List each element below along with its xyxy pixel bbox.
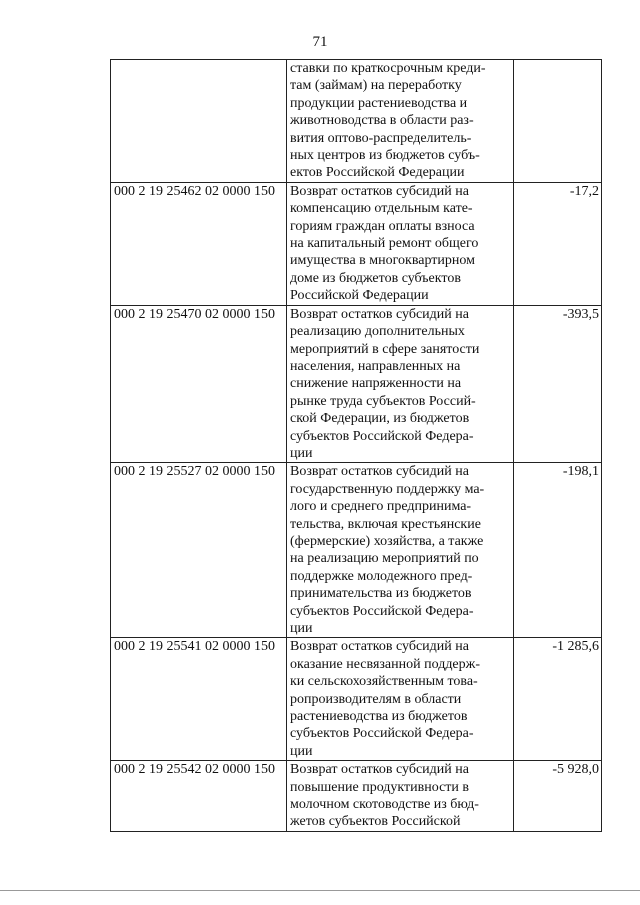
description-line: Возврат остатков субсидий на: [290, 464, 469, 480]
description-line: ных центров из бюджетов субъ-: [290, 148, 480, 164]
budget-code-cell: 000 2 19 25462 02 0000 150: [111, 182, 287, 305]
amount-cell: -1 285,6: [514, 638, 602, 761]
description-line: повышение продуктивности в: [290, 779, 470, 795]
table-row: [111, 761, 602, 832]
description-line: Возврат остатков субсидий на: [290, 639, 469, 655]
description-line: молочном скотоводстве из бюд-: [290, 797, 479, 813]
description-cell: [287, 761, 514, 832]
description-line: Российской Федерации: [290, 288, 429, 304]
description-line: продукции растениеводства и: [290, 95, 468, 111]
description-line: снижение напряженности на: [290, 376, 462, 392]
description-line: растениеводства из бюджетов: [290, 709, 468, 725]
budget-code-cell: [111, 60, 287, 183]
description-line: лого и среднего предпринима-: [290, 499, 472, 515]
description-line: на капитальный ремонт общего: [290, 236, 479, 252]
description-line: Возврат остатков субсидий на: [290, 762, 469, 778]
description-line: Возврат остатков субсидий на: [290, 183, 469, 199]
description-cell: [287, 182, 514, 305]
description-line: принимательства из бюджетов: [290, 586, 472, 602]
budget-table: [110, 59, 602, 832]
budget-code-cell: 000 2 19 25541 02 0000 150: [111, 638, 287, 761]
budget-table-body: [111, 60, 602, 832]
description-line: тельства, включая крестьянские: [290, 516, 481, 532]
table-row: [111, 182, 602, 305]
amount-cell: -5 928,0: [514, 761, 602, 832]
description-line: жетов субъектов Российской: [290, 814, 461, 830]
description-line: поддержке молодежного пред-: [290, 568, 473, 584]
description-line: ции: [290, 621, 313, 636]
description-line: субъектов Российской Федера-: [290, 726, 474, 742]
description-line: реализацию дополнительных: [290, 324, 465, 340]
description-line: животноводства в области раз-: [290, 113, 474, 129]
amount-cell: [514, 60, 602, 183]
description-line: ции: [290, 445, 313, 461]
budget-code-cell: 000 2 19 25542 02 0000 150: [111, 761, 287, 832]
table-row: [111, 638, 602, 761]
description-cell: [287, 60, 514, 183]
description-line: населения, направленных на: [290, 358, 461, 374]
description-line: ской Федерации, из бюджетов: [290, 411, 470, 427]
description-line: Возврат остатков субсидий на: [290, 306, 469, 322]
budget-code-cell: 000 2 19 25527 02 0000 150: [111, 463, 287, 638]
description-line: компенсацию отдельным кате-: [290, 201, 473, 217]
budget-code-cell: 000 2 19 25470 02 0000 150: [111, 305, 287, 463]
description-line: доме из бюджетов субъектов: [290, 270, 461, 286]
description-line: рынке труда субъектов Россий-: [290, 393, 476, 409]
page-number: 71: [312, 34, 328, 50]
description-line: ропроизводителям в области: [290, 691, 462, 707]
description-line: на реализацию мероприятий по: [290, 551, 479, 567]
description-line: оказание несвязанной поддерж-: [290, 656, 480, 672]
description-line: вития оптово-распределитель-: [290, 130, 472, 146]
description-line: субъектов Российской Федера-: [290, 428, 474, 444]
amount-cell: -17,2: [514, 182, 602, 305]
description-line: гориям граждан оплаты взноса: [290, 218, 475, 234]
description-line: ции: [290, 743, 313, 759]
description-line: мероприятий в сфере занятости: [290, 341, 480, 357]
table-row: [111, 305, 602, 463]
description-line: ектов Российской Федерации: [290, 165, 465, 181]
description-cell: [287, 305, 514, 463]
description-line: субъектов Российской Федера-: [290, 603, 474, 619]
description-line: там (займам) на переработку: [290, 78, 462, 94]
amount-cell: -393,5: [514, 305, 602, 463]
description-line: имущества в многоквартирном: [290, 253, 475, 269]
page-bottom-divider: [0, 890, 640, 891]
description-cell: [287, 638, 514, 761]
description-cell: [287, 463, 514, 638]
description-line: ки сельскохозяйственным това-: [290, 674, 478, 690]
description-line: ставки по краткосрочным креди-: [290, 61, 486, 76]
table-row: [111, 60, 602, 183]
table-row: [111, 463, 602, 638]
description-line: (фермерские) хозяйства, а также: [290, 533, 484, 549]
amount-cell: -198,1: [514, 463, 602, 638]
description-line: государственную поддержку ма-: [290, 481, 485, 497]
